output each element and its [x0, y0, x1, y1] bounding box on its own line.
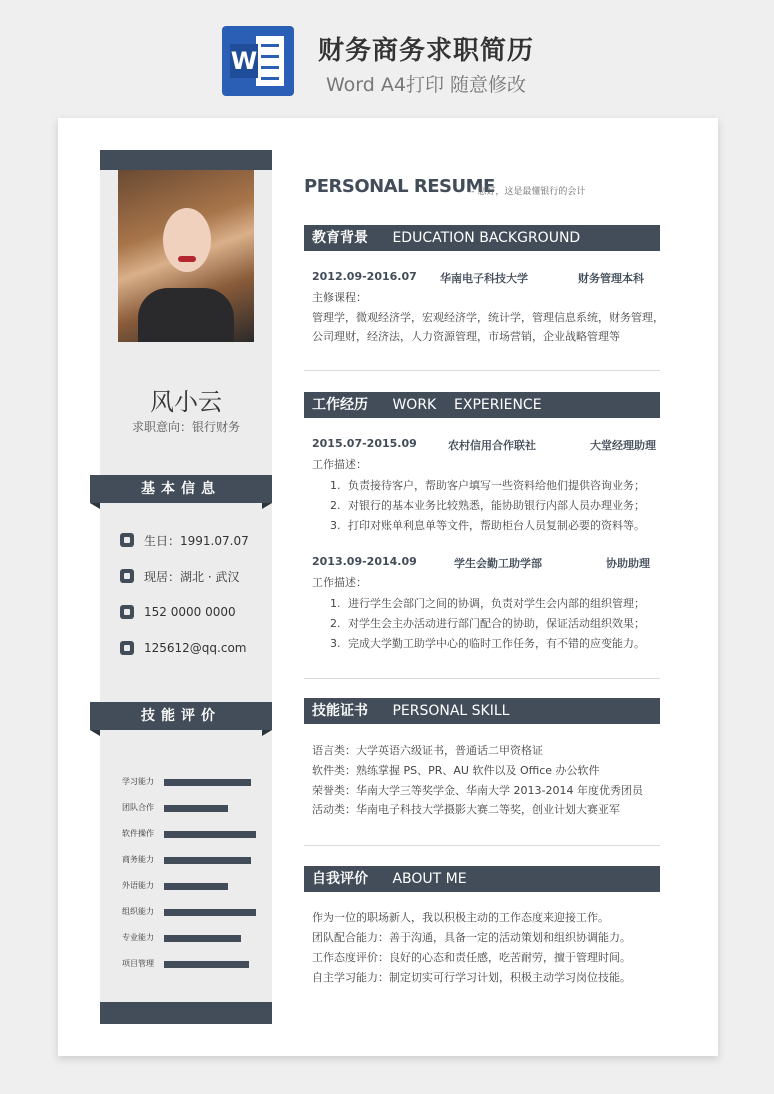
courses-line: 公司理财，经济法，人力资源管理，市场营销，企业战略管理等 — [312, 330, 620, 343]
about-line: 工作态度评价：良好的心态和责任感，吃苦耐劳，擅于管理时间。 — [312, 951, 631, 964]
sidebar-bottom-bar — [100, 1002, 272, 1024]
section-cn: 工作经历 — [312, 397, 368, 413]
about-heading — [304, 866, 660, 892]
courses-line: 管理学，微观经济学，宏观经济学，统计学，管理信息系统，财务管理， — [312, 311, 664, 324]
job-item: 1. 进行学生会部门之间的协调，负责对学生会内部的组织管理； — [330, 597, 645, 610]
calendar-icon — [120, 533, 134, 547]
sidebar — [100, 150, 272, 1022]
skill-level-bar — [164, 883, 228, 890]
about-line: 自主学习能力：制定切实可行学习计划，积极主动学习岗位技能。 — [312, 971, 631, 984]
job-org: 农村信用合作联社 — [448, 439, 536, 452]
skill-level-bar — [164, 935, 241, 942]
info-text: 152 0000 0000 — [144, 605, 236, 619]
skill-row — [122, 853, 272, 867]
cert-line: 语言类：大学英语六级证书，普通话二甲资格证 — [312, 744, 543, 757]
cert-line: 活动类：华南电子科技大学摄影大赛二等奖，创业计划大赛亚军 — [312, 803, 620, 816]
job-item: 2. 对银行的基本业务比较熟悉，能协助银行内部人员办理业务； — [330, 499, 645, 512]
info-text: 125612@qq.com — [144, 641, 247, 655]
edu-period: 2012.09-2016.07 — [312, 270, 417, 283]
skill-label: 团队合作 — [122, 803, 154, 812]
job-role: 大堂经理助理 — [590, 439, 656, 452]
skill-level-bar — [164, 831, 256, 838]
section-cn: 教育背景 — [312, 230, 368, 246]
info-phone — [120, 602, 236, 622]
edu-school: 华南电子科技大学 — [440, 272, 528, 285]
about-line: 团队配合能力：善于沟通，具备一定的活动策划和组织协调能力。 — [312, 931, 631, 944]
phone-icon — [120, 605, 134, 619]
profile-photo — [118, 170, 254, 342]
job-org: 学生会勤工助学部 — [454, 557, 542, 570]
about-line: 作为一位的职场新人，我以积极主动的工作态度来迎接工作。 — [312, 911, 609, 924]
resume-paper — [58, 118, 718, 1056]
skill-level-bar — [164, 857, 251, 864]
skill-cert-heading — [304, 698, 660, 724]
divider — [304, 845, 660, 846]
word-logo-letter: W — [230, 44, 258, 78]
courses-label: 主修课程： — [312, 291, 367, 304]
edu-degree: 财务管理本科 — [578, 272, 644, 285]
skill-label: 组织能力 — [122, 907, 154, 916]
job-item: 3. 打印对账单利息单等文件，帮助柜台人员复制必要的资料等。 — [330, 519, 645, 532]
candidate-name: 风小云 — [150, 388, 222, 416]
job-intent: 求职意向：银行财务 — [131, 420, 240, 434]
skill-eval-heading: 技能评价 — [90, 702, 272, 730]
page-title: 财务商务求职简历 — [318, 36, 535, 66]
info-email — [120, 638, 247, 658]
job-period: 2013.09-2014.09 — [312, 555, 417, 568]
skill-row — [122, 957, 272, 971]
job-desc-label: 工作描述： — [312, 576, 367, 589]
info-text: 生日：1991.07.07 — [144, 533, 249, 548]
skill-label: 软件操作 — [122, 829, 154, 838]
work-heading — [304, 392, 660, 418]
skill-label: 学习能力 — [122, 777, 154, 786]
word-logo-icon — [222, 26, 294, 96]
skill-level-bar — [164, 805, 228, 812]
skill-level-bar — [164, 779, 251, 786]
skill-label: 外语能力 — [122, 881, 154, 890]
page-header — [0, 0, 774, 110]
resume-tagline: -- 您好，这是最懂银行的会计 — [468, 187, 586, 197]
basic-info-heading: 基本信息 — [90, 475, 272, 503]
job-role: 协助助理 — [606, 557, 650, 570]
section-cn: 自我评价 — [312, 871, 368, 887]
job-item: 3. 完成大学勤工助学中心的临时工作任务，有不错的应变能力。 — [330, 637, 645, 650]
info-location — [120, 566, 239, 586]
divider — [304, 678, 660, 679]
skill-row — [122, 905, 272, 919]
skill-row — [122, 827, 272, 841]
resume-title: PERSONAL RESUME — [304, 176, 495, 197]
skill-row — [122, 775, 272, 789]
skill-row — [122, 879, 272, 893]
section-en: ABOUT ME — [392, 871, 467, 887]
skill-row — [122, 801, 272, 815]
cert-line: 荣誉类：华南大学三等奖学金、华南大学 2013-2014 年度优秀团员 — [312, 784, 643, 797]
skill-label: 项目管理 — [122, 959, 154, 968]
sidebar-top-bar — [100, 150, 272, 170]
job-item: 2. 对学生会主办活动进行部门配合的协助，保证活动组织效果； — [330, 617, 645, 630]
cert-line: 软件类：熟练掌握 PS、PR、AU 软件以及 Office 办公软件 — [312, 764, 600, 777]
skill-level-bar — [164, 909, 256, 916]
info-birthday — [120, 530, 249, 550]
section-en: WORK EXPERIENCE — [392, 397, 542, 413]
info-text: 现居：湖北 · 武汉 — [144, 569, 240, 584]
job-period: 2015.07-2015.09 — [312, 437, 417, 450]
job-desc-label: 工作描述： — [312, 458, 367, 471]
location-icon — [120, 569, 134, 583]
divider — [304, 370, 660, 371]
section-en: EDUCATION BACKGROUND — [392, 230, 581, 246]
section-cn: 技能证书 — [312, 703, 368, 719]
section-en: PERSONAL SKILL — [392, 703, 510, 719]
page-subtitle: Word A4打印 随意修改 — [326, 74, 527, 96]
education-heading — [304, 225, 660, 251]
mail-icon — [120, 641, 134, 655]
skill-row — [122, 931, 272, 945]
skill-label: 商务能力 — [122, 855, 154, 864]
job-item: 1. 负责接待客户，帮助客户填写一些资料给他们提供咨询业务； — [330, 479, 645, 492]
skill-level-bar — [164, 961, 249, 968]
skill-label: 专业能力 — [122, 933, 154, 942]
